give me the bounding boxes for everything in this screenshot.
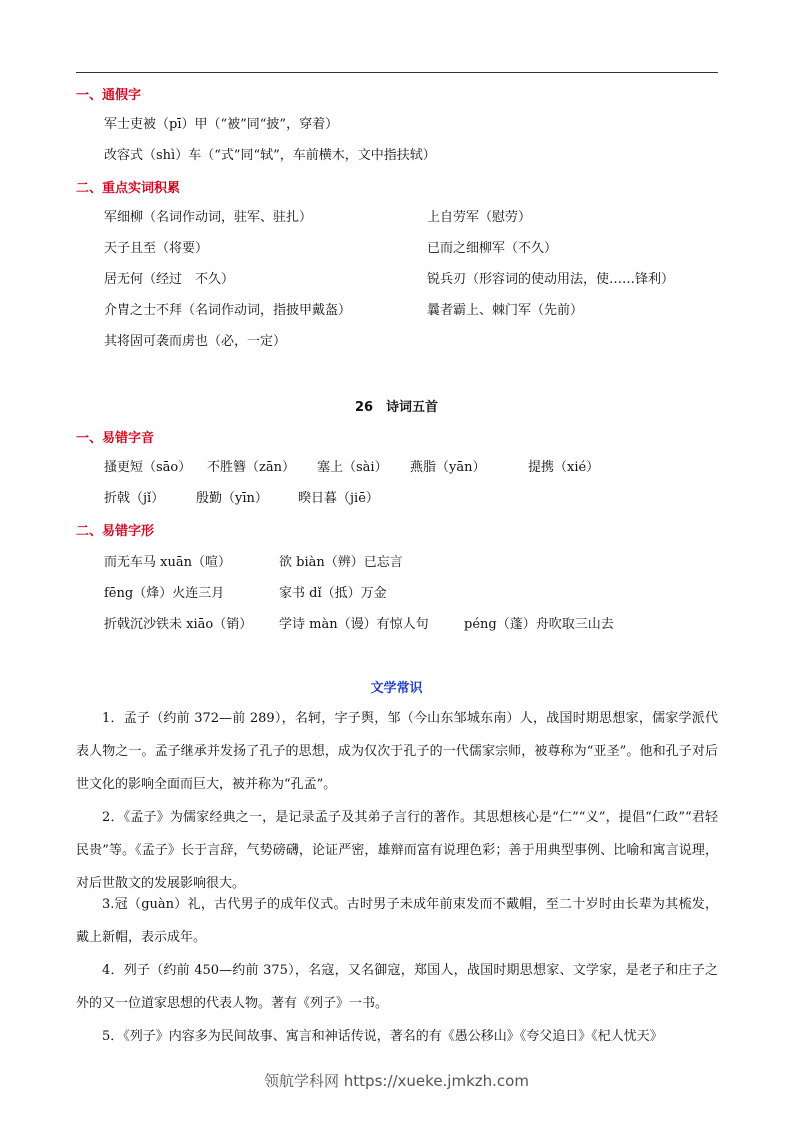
tongjiazi-line: 改容式（shì）车（“式”同“轼”，车前横木，文中指扶轼） xyxy=(104,148,436,163)
tongjiazi-heading: 一、通假字 xyxy=(76,88,142,103)
shici-right-item: 已而之细柳军（不久） xyxy=(427,241,558,256)
shici-left-item: 居无何（经过 不久） xyxy=(104,272,235,287)
sound-item: 暌日暮（jiē） xyxy=(298,491,379,506)
sound-heading: 一、易错字音 xyxy=(76,431,155,446)
shape-item: 家书 dǐ（抵）万金 xyxy=(279,586,387,601)
shape-item: fēng（烽）火连三月 xyxy=(104,586,225,601)
sound-item: 不胜簪（zān） xyxy=(207,460,295,475)
sound-item: 折戟（jǐ） xyxy=(104,491,165,506)
shape-item: 欲 biàn（辨）已忘言 xyxy=(279,555,403,570)
sound-item: 燕脂（yān） xyxy=(410,460,486,475)
lesson-title: 26 诗词五首 xyxy=(354,400,439,415)
sound-item: 搔更短（sāo） xyxy=(104,460,192,475)
footer-watermark: 领航学科网 https://xueke.jmkzh.com xyxy=(264,1072,529,1090)
tongjiazi-line: 军士吏被（pī）甲（“被”同“披”，穿着） xyxy=(104,117,339,132)
shici-heading: 二、重点实词积累 xyxy=(76,181,181,196)
literature-paragraph: 1．孟子（约前 372—前 289），名轲，字子舆，邹（今山东邹城东南）人，战国时期思想家，儒家学派代表人物之一。孟子继承并发扬了孔子的思想，成为仅次于孔子的一代儒家宗师，被尊称为“亚圣”。他和孔子对后世文化的影响全面而巨大，被并称为“孔孟”。 xyxy=(76,711,718,792)
shape-item: péng（蓬）舟吹取三山去 xyxy=(464,617,614,632)
shici-right-item: 上自劳军（慰劳） xyxy=(427,210,532,225)
shici-left-item: 介胄之士不拜（名词作动词，指披甲戴盔） xyxy=(104,303,352,318)
shape-item: 折戟沉沙铁未 xiāo（销） xyxy=(104,617,253,632)
shici-right-item: 曩者霸上、棘门军（先前） xyxy=(427,303,584,318)
shape-heading: 二、易错字形 xyxy=(76,524,155,539)
shici-left-item: 军细柳（名词作动词，驻军、驻扎） xyxy=(104,210,313,225)
literature-paragraph: 5．《列子》内容多为民间故事、寓言和神话传说，著名的有《愚公移山》《夸父追日》《杞人忧天》 xyxy=(102,1029,663,1044)
literature-paragraph: 3.冠（guàn）礼，古代男子的成年仪式。古时男子未成年前束发而不戴帽，至二十岁时由长辈为其梳发，戴上新帽，表示成年。 xyxy=(76,897,718,945)
shici-left-item: 其将固可袭而虏也（必，一定） xyxy=(104,334,287,349)
shici-right-item: 锐兵刃（形容词的使动用法，使……锋利） xyxy=(427,272,675,287)
header-rule xyxy=(76,72,718,73)
sound-item: 塞上（sài） xyxy=(317,460,388,475)
literature-paragraph: 4．列子（约前 450—约前 375），名寇，又名御寇，郑国人，战国时期思想家、文学家，是老子和庄子之外的又一位道家思想的代表人物。著有《列子》一书。 xyxy=(76,963,718,1011)
literature-paragraph: 2．《孟子》为儒家经典之一，是记录孟子及其弟子言行的著作。其思想核心是“仁”“义”，提倡“仁政”“君轻民贵”等。《孟子》长于言辞，气势磅礴，论证严密，雄辩而富有说理色彩；善于用典型事例、比喻和寓言说理，对后世散文的发展影响很大。 xyxy=(76,810,718,891)
shici-left-item: 天子且至（将要） xyxy=(104,241,209,256)
shape-item: 学诗 màn（谩）有惊人句 xyxy=(279,617,429,632)
literature-heading: 文学常识 xyxy=(370,681,423,696)
shape-item: 而无车马 xuān（喧） xyxy=(104,555,231,570)
sound-item: 殷勤（yīn） xyxy=(196,491,268,506)
sound-item: 提携（xié） xyxy=(528,460,600,475)
